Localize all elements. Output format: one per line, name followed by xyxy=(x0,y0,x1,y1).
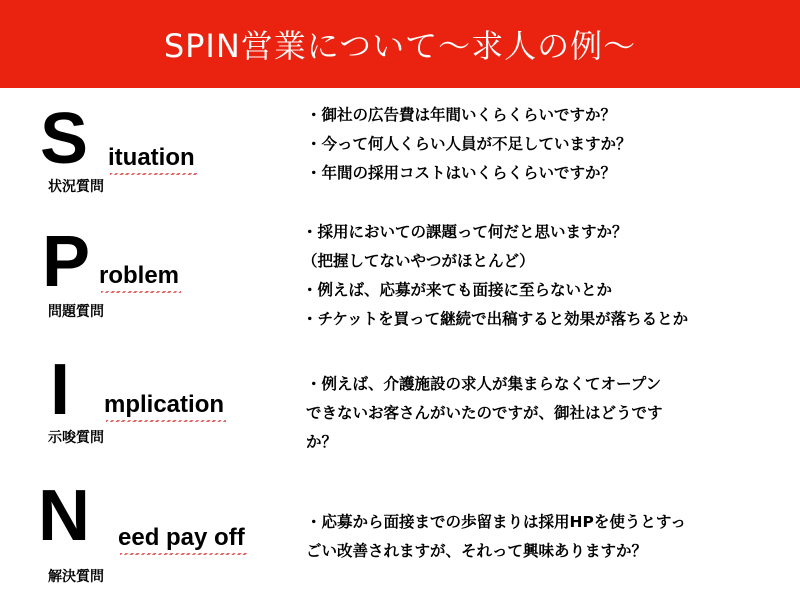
question-line: できないお客さんがいたのですが、御社はどうです xyxy=(306,404,663,422)
title-banner xyxy=(0,0,800,88)
example-questions xyxy=(302,218,688,334)
spin-letter-p: P xyxy=(42,222,91,302)
spin-letter-s: S xyxy=(40,99,89,179)
section-situation xyxy=(0,95,800,225)
question-line: ・年間の採用コストはいくらくらいですか？ xyxy=(306,164,617,182)
example-questions xyxy=(306,508,686,566)
spin-letter-n: N xyxy=(38,476,90,556)
question-line: （把握してないやつがほとんど） xyxy=(302,252,535,270)
spin-word-implication: mplication xyxy=(104,391,225,418)
example-questions xyxy=(306,370,663,457)
spin-word-need-payoff: eed pay off xyxy=(118,524,245,551)
page-title: SPIN営業について〜求人の例〜 xyxy=(163,27,637,65)
section-need-payoff xyxy=(0,470,800,600)
question-line: ・採用においての課題って何だと思いますか？ xyxy=(302,223,628,241)
question-line: ・チケットを買って継続で出稿すると効果が落ちるとか xyxy=(302,310,689,328)
question-line: か？ xyxy=(306,433,338,451)
question-line: ・御社の広告費は年間いくらくらいですか？ xyxy=(306,106,617,124)
question-line: ・今って何人くらい人員が不足していますか？ xyxy=(306,135,632,153)
question-type-label: 示唆質問 xyxy=(48,430,104,446)
section-problem xyxy=(0,218,800,348)
question-line: ・例えば、介護施設の求人が集まらなくてオープン xyxy=(306,375,662,393)
spin-word-problem: roblem xyxy=(99,262,180,289)
question-type-label: 問題質問 xyxy=(48,304,104,320)
spin-word-situation: ituation xyxy=(108,144,195,171)
spin-letter-i: I xyxy=(50,350,71,430)
example-questions xyxy=(306,101,632,188)
section-implication xyxy=(0,350,800,480)
question-line: ・例えば、応募が来ても面接に至らないとか xyxy=(302,281,613,299)
question-line: ごい改善されますが、それって興味ありますか？ xyxy=(306,542,648,560)
question-type-label: 状況質問 xyxy=(48,179,104,195)
question-line: ・応募から面接までの歩留まりは採用HPを使うとすっ xyxy=(306,513,686,531)
question-type-label: 解決質問 xyxy=(48,569,104,585)
